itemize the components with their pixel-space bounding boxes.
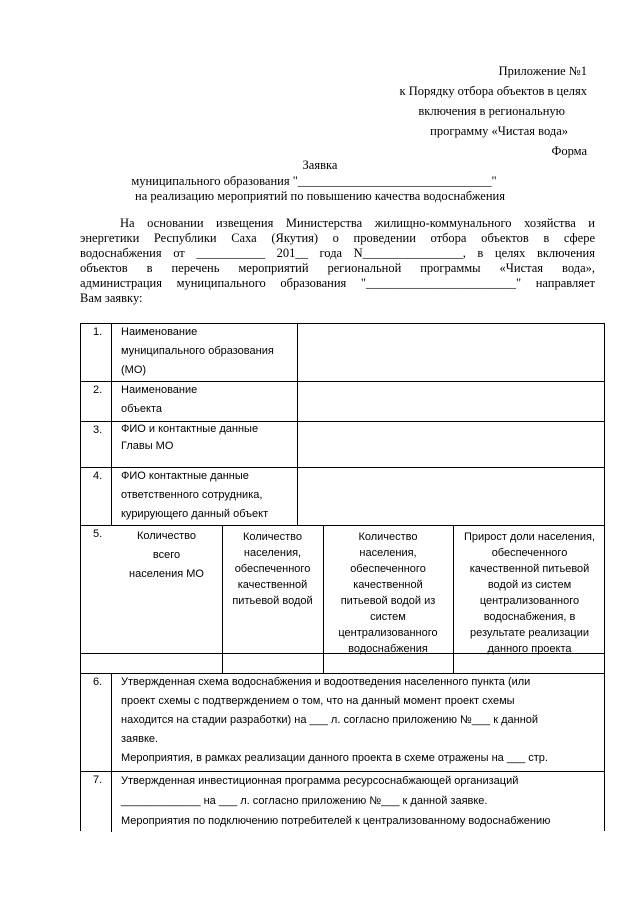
row-label-object — [121, 381, 297, 419]
header-population-growth — [453, 529, 606, 657]
cell-line: Утвержденная инвестиционная программа ресурсоснабжающей организаций — [121, 775, 519, 787]
appendix-header — [400, 61, 587, 161]
cell-line: Главы МО — [121, 440, 174, 452]
appendix-line: к Порядку отбора объектов в целях — [399, 84, 587, 98]
row-divider — [81, 525, 604, 526]
cell-line: водоснабжения, в — [483, 611, 576, 623]
row-label-responsible — [121, 467, 297, 524]
row-number: 4. — [93, 470, 103, 482]
application-table — [80, 323, 605, 831]
title-line: на реализацию мероприятий по повышению качества водоснабжения — [135, 189, 505, 203]
cell-line: заявке. — [121, 733, 159, 745]
cell-line: Прирост доли населения, — [463, 531, 596, 543]
intro-line: энергетики Республики Саха (Якутия) о проведении отбора объектов в сфере — [80, 231, 595, 245]
cell-line: качественной — [353, 579, 423, 591]
cell-line: курирующего данный объект — [121, 508, 269, 520]
header-total-population — [111, 527, 222, 584]
row-investment-program — [121, 771, 605, 831]
cell-line: Количество — [242, 531, 303, 543]
intro-line: администрация муниципального образования "________________________" направляет — [80, 276, 595, 290]
header-population-quality-water — [222, 529, 323, 609]
row-number: 7. — [93, 774, 103, 786]
row-label-municipality — [121, 323, 297, 380]
cell-line: населения, — [243, 547, 302, 559]
form-label: Форма — [551, 144, 587, 158]
column-divider — [297, 324, 298, 525]
cell-line: населения МО — [129, 568, 204, 580]
row-number: 1. — [93, 326, 103, 338]
cell-line: всего — [152, 549, 181, 561]
row-number: 5. — [93, 528, 103, 540]
row-water-scheme — [121, 673, 605, 768]
appendix-line: программу «Чистая вода» — [430, 124, 568, 138]
cell-line: ФИО контактные данные — [121, 470, 249, 482]
cell-line: водоснабжения — [348, 643, 428, 655]
cell-line: Количество — [136, 530, 197, 542]
intro-line: Вам заявку: — [80, 291, 143, 305]
cell-line: Количество — [358, 531, 418, 543]
cell-line: обеспеченного — [350, 563, 426, 575]
cell-line: Мероприятия по подключению потребителей к централизованному водоснабжению — [121, 815, 551, 827]
cell-line: данного проекта — [487, 643, 572, 655]
column-divider — [111, 673, 112, 832]
cell-line: Наименование — [121, 326, 198, 338]
cell-line: Мероприятия, в рамках реализации данного проекта в схеме отражены на ___ стр. — [121, 752, 548, 764]
cell-line: качественной — [237, 579, 308, 591]
cell-line: систем — [370, 611, 406, 623]
cell-line: питьевой водой из — [340, 595, 436, 607]
row-number: 6. — [93, 676, 103, 688]
title-line: муниципального образования "_______________________________" — [131, 173, 497, 188]
intro-line: На основании извещения Министерства жилищно-коммунального хозяйства и — [120, 216, 595, 230]
intro-line: водоснабжения от ___________ 201__ года N________________, в целях включения — [80, 246, 595, 260]
row-label-head — [121, 421, 297, 455]
column-divider — [111, 324, 112, 525]
row-number: 2. — [93, 384, 103, 396]
cell-line: находится на стадии разработки) на ___ л. согласно приложению №___ к данной — [121, 714, 539, 726]
cell-line: качественной питьевой — [469, 563, 590, 575]
row-number: 3. — [93, 424, 103, 436]
cell-line: централизованного — [479, 595, 580, 607]
cell-line: муниципального образования — [121, 345, 274, 357]
cell-line: (МО) — [121, 364, 147, 376]
cell-line: обеспеченного — [234, 563, 311, 575]
cell-line: населения, — [359, 547, 417, 559]
header-population-centralized — [323, 529, 453, 657]
cell-line: питьевой водой — [232, 595, 313, 607]
cell-line: _____________ на ___ л. согласно приложению №___ к данной заявке. — [121, 795, 488, 807]
appendix-line: включения в региональную — [418, 104, 565, 118]
cell-line: ответственного сотрудника, — [121, 489, 263, 501]
title-heading: Заявка — [302, 158, 338, 172]
document-title — [0, 158, 640, 205]
cell-line: обеспеченного — [491, 547, 568, 559]
intro-line: объектов в перечень мероприятий региональной программы «Чистая вода», — [80, 261, 595, 275]
cell-line: Наименование — [121, 384, 198, 396]
appendix-line: Приложение №1 — [498, 64, 587, 78]
cell-line: Утвержденная схема водоснабжения и водоотведения населенного пункта (или — [121, 676, 531, 688]
intro-paragraph — [80, 216, 595, 306]
cell-line: объекта — [121, 403, 163, 415]
cell-line: проект схемы с подтверждением о том, что на данный момент проект схемы — [121, 695, 515, 707]
cell-line: ФИО и контактные данные — [121, 423, 259, 435]
cell-line: централизованного — [338, 627, 438, 639]
cell-line: водой из систем — [487, 579, 572, 591]
cell-line: результате реализации — [469, 627, 589, 639]
